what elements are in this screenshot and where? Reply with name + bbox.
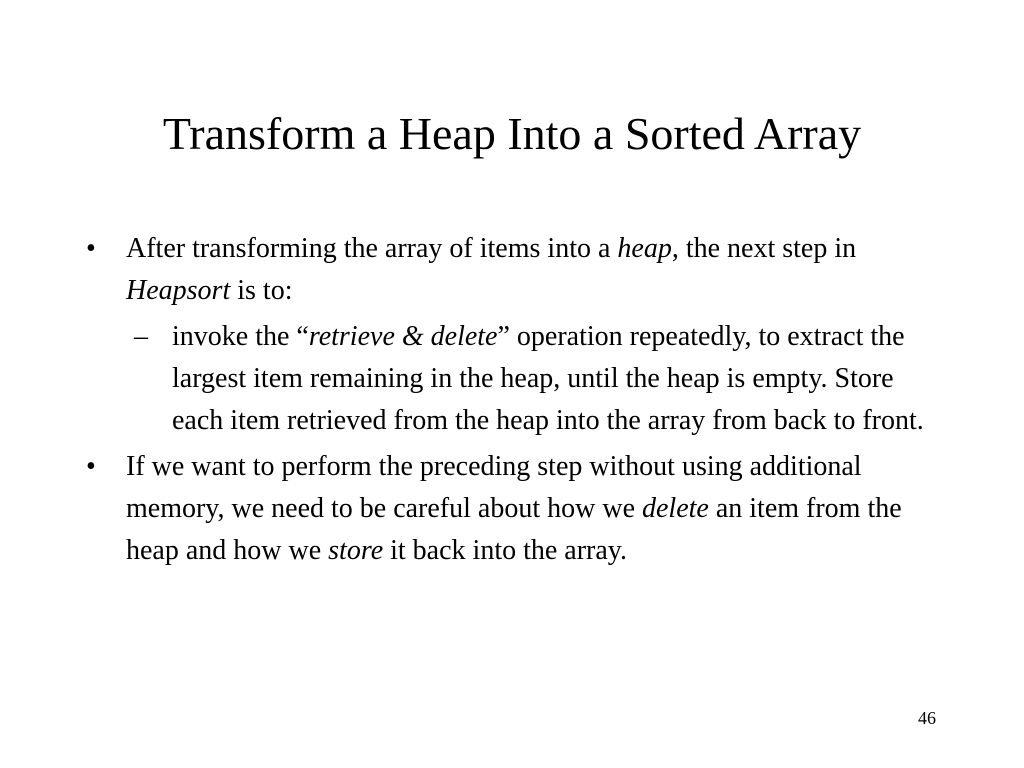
text-run: invoke the “ bbox=[172, 321, 309, 352]
text-run: ” operation repeatedly, to extract the largest item remaining in the heap, until the heap is empty. Store each item retrieved from the heap into the array from back to front. bbox=[172, 321, 924, 436]
bullet-text-2 bbox=[126, 451, 902, 566]
bullet-item-2 bbox=[86, 446, 946, 572]
bullet-item-1 bbox=[86, 228, 946, 312]
page-number: 46 bbox=[918, 708, 936, 728]
bullet-text-1 bbox=[126, 233, 856, 306]
text-run: is to: bbox=[230, 275, 293, 306]
text-run: , the next step in bbox=[671, 233, 857, 264]
text-run: If we want to perform the preceding step without using additional memory, we need to be careful about how we bbox=[126, 451, 862, 524]
sub-bullet-text-1 bbox=[172, 316, 946, 442]
text-run: an item from the heap and how we bbox=[126, 493, 902, 566]
emphasis-retrieve-delete: retrieve & delete bbox=[308, 321, 498, 352]
dash-marker: – bbox=[134, 321, 148, 352]
emphasis-store: store bbox=[328, 535, 384, 566]
emphasis-heap: heap bbox=[617, 233, 672, 264]
bullet-marker: • bbox=[86, 233, 96, 264]
bullet-list bbox=[86, 228, 946, 576]
emphasis-heapsort: Heapsort bbox=[126, 275, 231, 306]
text-run: After transforming the array of items into a bbox=[126, 233, 618, 264]
emphasis-delete: delete bbox=[642, 493, 709, 524]
bullet-marker: • bbox=[86, 451, 96, 482]
sub-bullet-item-1 bbox=[134, 316, 946, 442]
text-run: it back into the array. bbox=[383, 535, 627, 566]
slide-title: Transform a Heap Into a Sorted Array bbox=[162, 108, 862, 159]
